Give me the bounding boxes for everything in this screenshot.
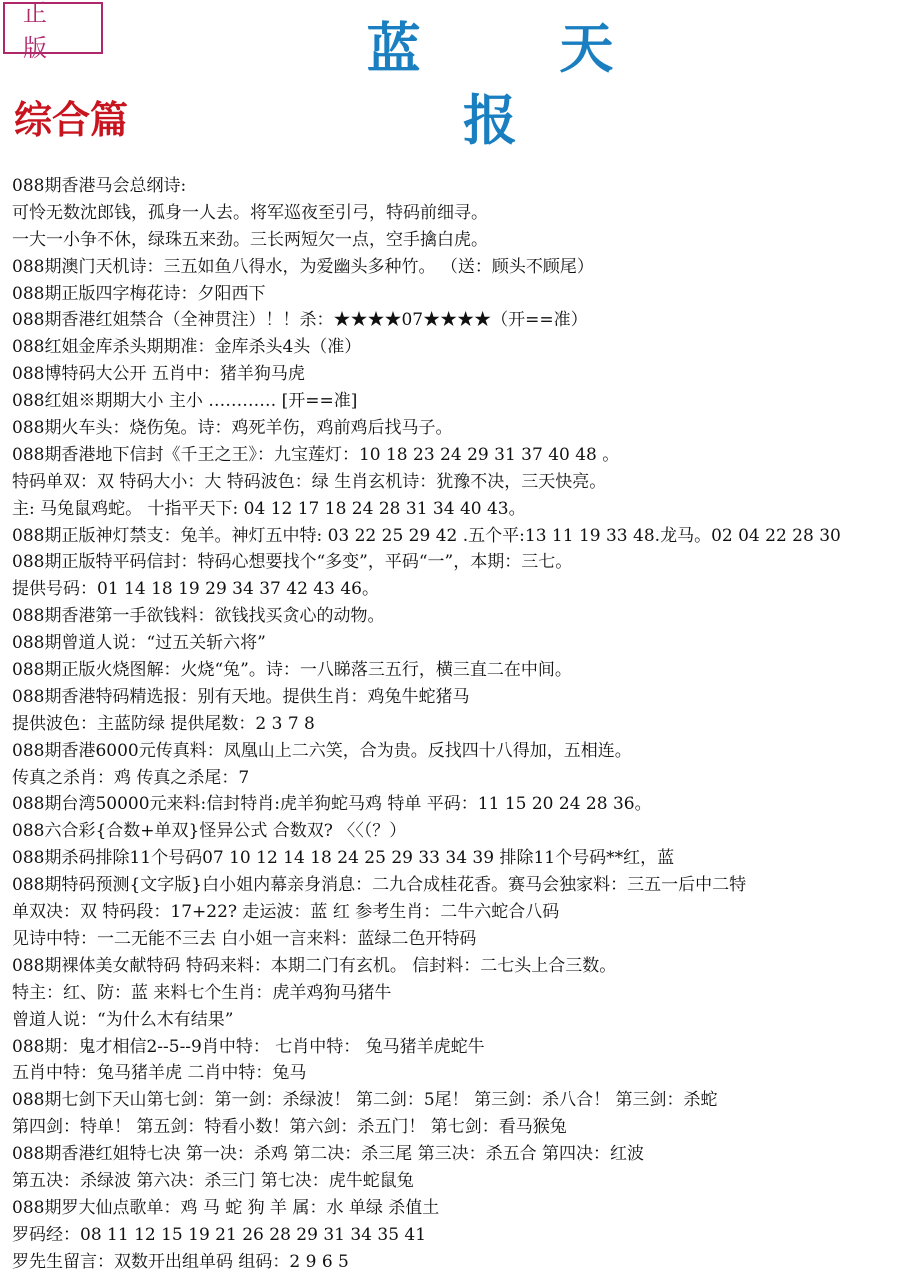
text-line: 提供号码：01 14 18 19 29 34 37 42 43 46。 xyxy=(12,579,379,600)
text-line: 传真之杀肖：鸡 传真之杀尾：7 xyxy=(12,767,250,788)
text-line: 088期曾道人说：“过五关斩六将” xyxy=(12,633,266,654)
text-line: 088红姐金库杀头期期准：金库杀头4头（准） xyxy=(12,337,362,358)
text-line: 主: 马兔鼠鸡蛇。 十指平天下: 04 12 17 18 24 28 31 34 40 43。 xyxy=(12,498,526,519)
text-line: 088博特码大公开 五肖中：猪羊狗马虎 xyxy=(12,364,305,385)
text-line: 088期正版四字梅花诗：夕阳西下 xyxy=(12,283,266,304)
page-title: 蓝 天 报 xyxy=(366,16,674,152)
text-line: 088期特码预测{文字版}白小姐内幕亲身消息：二九合成桂花香。赛马会独家料：三五一后中二特 xyxy=(12,875,747,896)
text-line: 088期香港红姐禁合（全神贯注）！！杀：★★★★07★★★★（开==准） xyxy=(12,310,588,331)
text-line: 088期罗大仙点歌单：鸡 马 蛇 狗 羊 属：水 单绿 杀值土 xyxy=(12,1197,440,1218)
text-line: 088期香港6000元传真料：凤凰山上二六笑，合为贵。反找四十八得加，五相连。 xyxy=(12,740,632,761)
text-line: 088期台湾50000元来料:信封特肖:虎羊狗蛇马鸡 特单 平码：11 15 20 24 28 36。 xyxy=(12,794,652,815)
text-line: 088期澳门天机诗：三五如鱼八得水，为爱幽头多种竹。 （送：顾头不顾尾） xyxy=(12,256,594,277)
text-line: 罗码经：08 11 12 15 19 21 26 28 29 31 34 35 41 xyxy=(12,1224,427,1245)
text-line: 第五决：杀绿波 第六决：杀三门 第七决：虎牛蛇鼠兔 xyxy=(12,1170,414,1191)
text-line: 088红姐※期期大小 主小 ………… [开==准] xyxy=(12,391,358,412)
text-line: 088六合彩{合数+单双}怪异公式 合数双? 〈〈（？） xyxy=(12,821,407,842)
text-line: 提供波色：主蓝防绿 提供尾数：2 3 7 8 xyxy=(12,713,315,734)
text-line: 088期香港地下信封《千王之王》：九宝莲灯：10 18 23 24 29 31 37 40 48 。 xyxy=(12,444,620,465)
text-line: 088期正版火烧图解：火烧“兔”。诗：一八睇落三五行，横三直二在中间。 xyxy=(12,660,572,681)
section-heading: 综合篇 xyxy=(14,97,129,142)
text-line: 088期：鬼才相信2--5--9肖中特： 七肖中特： 兔马猪羊虎蛇牛 xyxy=(12,1036,485,1057)
text-line: 088期正版特平码信封：特码心想要找个“多变”，平码“一”，本期：三七。 xyxy=(12,552,573,573)
edition-badge: 正 版 xyxy=(3,2,103,54)
text-line: 088期香港特码精选报：别有天地。提供生肖：鸡兔牛蛇猪马 xyxy=(12,686,470,707)
text-line: 特码单双：双 特码大小：大 特码波色：绿 生肖玄机诗：犹豫不决，三天快亮。 xyxy=(12,471,607,492)
text-line: 088期裸体美女献特码 特码来料：本期二门有玄机。 信封料：二七头上合三数。 xyxy=(12,955,617,976)
text-line: 特主：红、防：蓝 来料七个生肖：虎羊鸡狗马猪牛 xyxy=(12,982,392,1003)
text-line: 088期火车头：烧伤兔。诗：鸡死羊伤，鸡前鸡后找马子。 xyxy=(12,418,453,439)
text-line: 五肖中特：兔马猪羊虎 二肖中特：兔马 xyxy=(12,1063,307,1084)
text-line: 可怜无数沈郎钱，孤身一人去。将军巡夜至引弓，特码前细寻。 xyxy=(12,202,488,223)
text-line: 088期七剑下天山第七剑：第一剑：杀绿波！ 第二剑：5尾！ 第三剑：杀八合！ 第三剑：杀蛇 xyxy=(12,1090,718,1111)
text-line: 见诗中特：一二无能不三去 白小姐一言来料：蓝绿二色开特码 xyxy=(12,928,477,949)
text-line: 一大一小争不休，绿珠五来劲。三长两短欠一点，空手擒白虎。 xyxy=(12,229,488,250)
text-line: 088期正版神灯禁支：兔羊。神灯五中特: 03 22 25 29 42 .五个平:13 11 19 33 48.龙马。02 04 22 28 30 xyxy=(12,525,841,546)
text-line: 曾道人说：“为什么木有结果” xyxy=(12,1009,234,1030)
text-line: 第四剑：特单！ 第五剑：特看小数！第六剑：杀五门！ 第七剑：看马猴兔 xyxy=(12,1117,567,1138)
text-line: 088期香港第一手欲钱料：欲钱找买贪心的动物。 xyxy=(12,606,385,627)
content-lines xyxy=(12,173,900,1276)
text-line: 罗先生留言：双数开出组单码 组码：2 9 6 5 xyxy=(12,1251,349,1272)
text-line: 088期杀码排除11个号码07 10 12 14 18 24 25 29 33 34 39 排除11个号码**红，蓝 xyxy=(12,848,675,869)
text-line: 单双决：双 特码段：17+22? 走运波：蓝 红 参考生肖：二牛六蛇合八码 xyxy=(12,902,560,923)
text-line: 088期香港红姐特七决 第一决：杀鸡 第二决：杀三尾 第三决：杀五合 第四决：红波 xyxy=(12,1144,645,1165)
text-line: 088期香港马会总纲诗: xyxy=(12,176,187,196)
